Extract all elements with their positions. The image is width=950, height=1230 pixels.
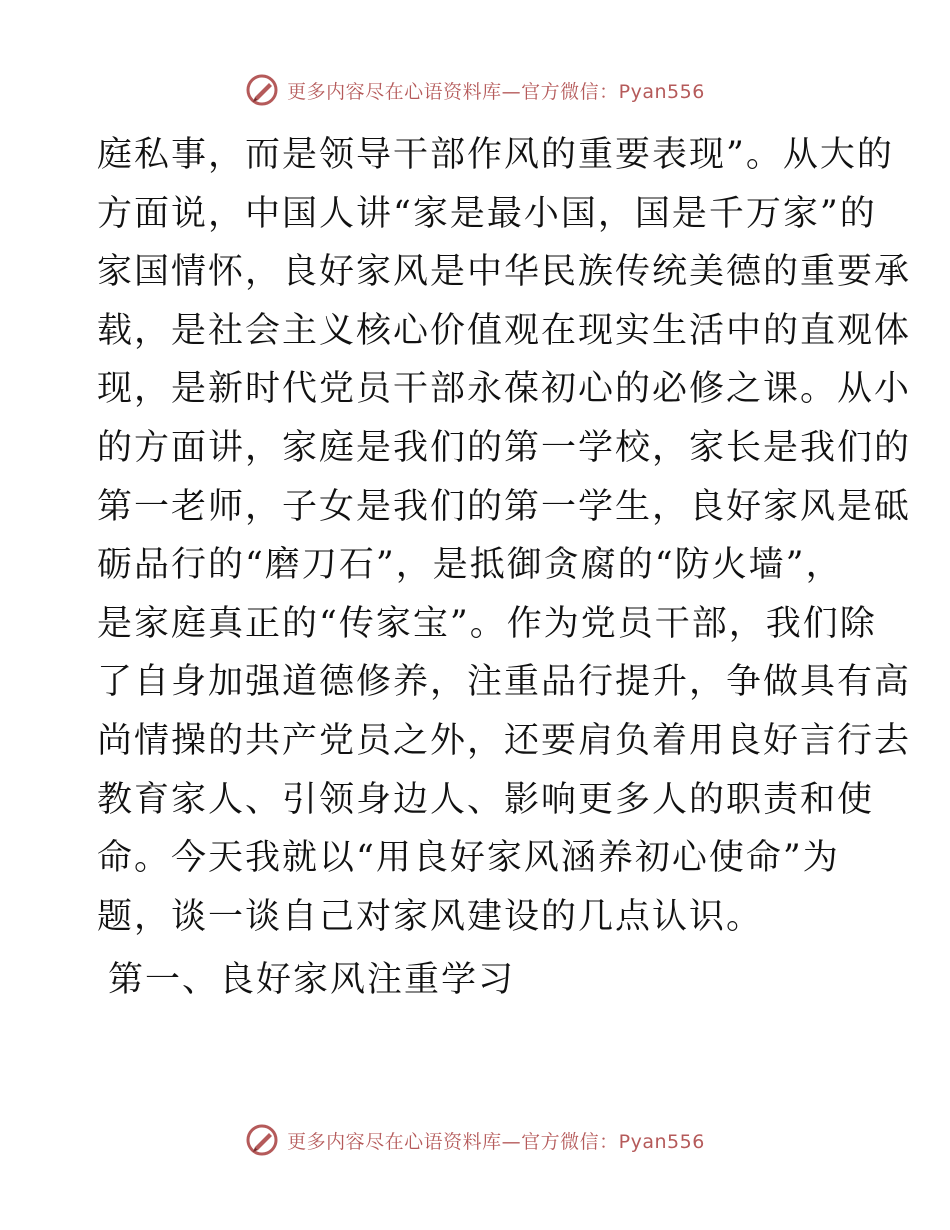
pen-logo-icon [245,1123,279,1157]
pen-logo-icon [245,73,279,107]
footer-watermark [0,1120,950,1160]
section-heading: 第一、良好家风注重学习 [108,960,516,1000]
body-line: 是家庭真正的“传家宝”。作为党员干部，我们除 [97,603,877,644]
body-line: 庭私事，而是领导干部作风的重要表现”。从大的 [97,135,894,175]
watermark-text: 更多内容尽在心语资料库—官方微信：Pyan556 [287,80,705,103]
body-line: 家国情怀，良好家风是中华民族传统美德的重要承 [97,252,912,293]
watermark-text: 更多内容尽在心语资料库—官方微信：Pyan556 [287,1130,705,1153]
body-line: 尚情操的共产党员之外，还要肩负着用良好言行去 [97,720,912,761]
document-body [97,126,912,946]
body-line: 载，是社会主义核心价值观在现实生活中的直观体 [97,310,912,351]
body-line: 命。今天我就以“用良好家风涵养初心使命”为 [97,838,840,879]
body-line: 砺品行的“磨刀石”，是抵御贪腐的“防火墙”， [97,545,843,586]
body-line: 现，是新时代党员干部永葆初心的必修之课。从小 [97,369,912,410]
body-line: 教育家人、引领身边人、影响更多人的职责和使 [97,779,875,820]
body-line: 了自身加强道德修养，注重品行提升，争做具有高 [97,662,912,703]
header-watermark [0,70,950,110]
body-line: 题，谈一谈自己对家风建设的几点认识。 [97,896,764,937]
body-line: 第一老师，子女是我们的第一学生，良好家风是砥 [97,486,912,527]
body-line: 方面说，中国人讲“家是最小国，国是千万家”的 [97,193,877,234]
body-line: 的方面讲，家庭是我们的第一学校，家长是我们的 [97,427,912,468]
